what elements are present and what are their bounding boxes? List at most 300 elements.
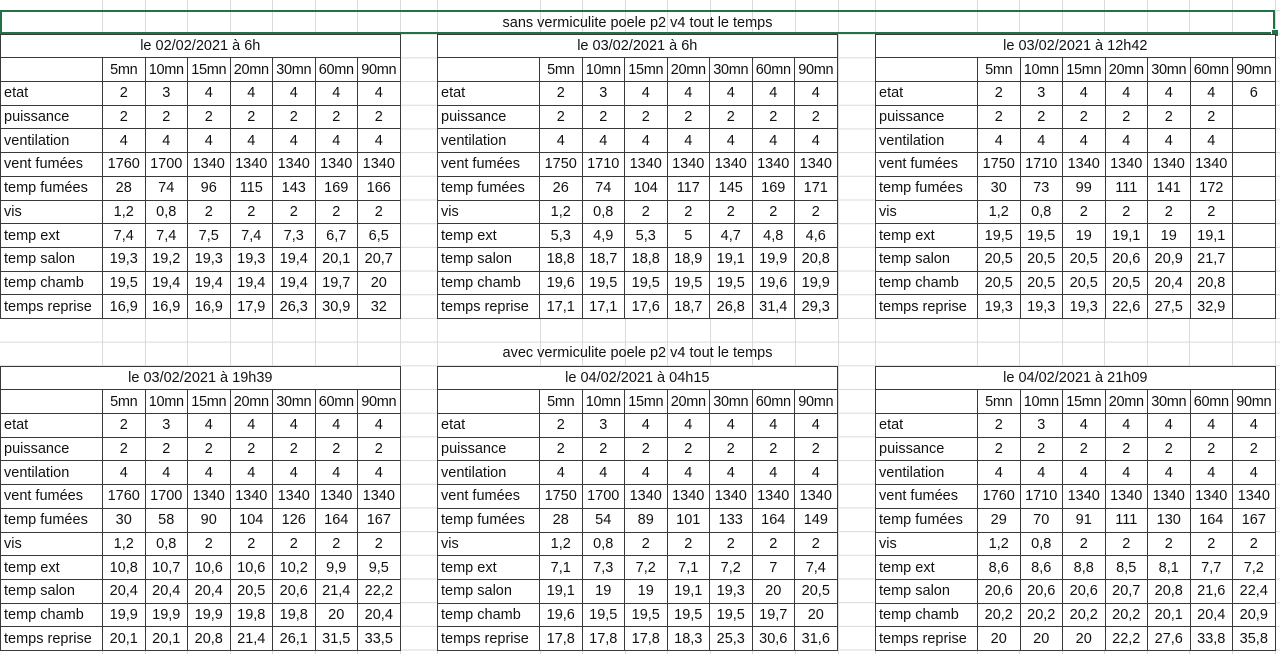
value-cell[interactable]: 32 [358,295,401,319]
row-label-cell[interactable]: temp chamb [876,271,978,295]
column-header-cell[interactable]: 20mn [230,390,273,414]
row-label-cell[interactable]: temp ext [876,556,978,580]
value-cell[interactable]: 4 [358,129,401,153]
column-header-cell[interactable]: 60mn [315,390,358,414]
value-cell[interactable]: 19,3 [103,247,146,271]
row-label-cell[interactable]: vent fumées [1,485,103,509]
value-cell[interactable]: 19,3 [710,579,753,603]
row-label-cell[interactable]: vis [876,200,978,224]
row-label-cell[interactable]: temp salon [438,579,540,603]
value-cell[interactable]: 19,3 [978,295,1021,319]
value-cell[interactable]: 4 [103,129,146,153]
value-cell[interactable]: 35,8 [1233,627,1276,651]
column-header-cell[interactable]: 15mn [1063,390,1106,414]
column-header-cell[interactable]: 5mn [103,58,146,82]
value-cell[interactable]: 1340 [1105,485,1148,509]
value-cell[interactable]: 7,2 [1233,556,1276,580]
row-label-cell[interactable]: etat [438,414,540,438]
value-cell[interactable]: 2 [273,437,316,461]
value-cell[interactable]: 20 [1020,627,1063,651]
value-cell[interactable]: 4 [315,82,358,106]
column-header-cell[interactable]: 20mn [1105,390,1148,414]
value-cell[interactable]: 2 [1148,437,1191,461]
value-cell[interactable]: 20,6 [978,579,1021,603]
value-cell[interactable]: 20,8 [188,627,231,651]
value-cell[interactable]: 2 [795,200,838,224]
value-cell[interactable] [1233,224,1276,248]
value-cell[interactable]: 1,2 [978,200,1021,224]
value-cell[interactable]: 8,5 [1105,556,1148,580]
value-cell[interactable]: 2 [667,200,710,224]
value-cell[interactable]: 20,8 [1148,579,1191,603]
value-cell[interactable]: 4 [625,414,668,438]
value-cell[interactable]: 2 [1105,532,1148,556]
value-cell[interactable]: 4 [1020,129,1063,153]
value-cell[interactable]: 9,5 [358,556,401,580]
value-cell[interactable]: 2 [1063,105,1106,129]
value-cell[interactable]: 2 [1148,200,1191,224]
value-cell[interactable]: 164 [315,508,358,532]
value-cell[interactable]: 17,1 [582,295,625,319]
value-cell[interactable]: 4 [230,129,273,153]
value-cell[interactable]: 4 [1190,129,1233,153]
value-cell[interactable]: 4 [315,414,358,438]
value-cell[interactable]: 8,1 [1148,556,1191,580]
row-label-cell[interactable]: temp chamb [438,603,540,627]
value-cell[interactable]: 111 [1105,508,1148,532]
column-header-cell[interactable]: 90mn [1233,58,1276,82]
value-cell[interactable]: 74 [582,176,625,200]
row-label-cell[interactable]: etat [1,82,103,106]
value-cell[interactable]: 1340 [1190,153,1233,177]
value-cell[interactable]: 2 [978,414,1021,438]
value-cell[interactable]: 20,1 [145,627,188,651]
column-header-cell[interactable]: 90mn [795,58,838,82]
value-cell[interactable]: 1340 [1233,485,1276,509]
value-cell[interactable]: 8,6 [978,556,1021,580]
value-cell[interactable]: 31,4 [752,295,795,319]
table-date-header[interactable]: le 02/02/2021 à 6h [1,34,401,58]
value-cell[interactable]: 1340 [1190,485,1233,509]
value-cell[interactable] [1233,176,1276,200]
value-cell[interactable]: 20,1 [103,627,146,651]
value-cell[interactable]: 27,5 [1148,295,1191,319]
value-cell[interactable]: 4 [315,129,358,153]
value-cell[interactable]: 22,4 [1233,579,1276,603]
value-cell[interactable]: 19,5 [710,603,753,627]
row-label-cell[interactable]: temps reprise [438,627,540,651]
value-cell[interactable]: 21,7 [1190,247,1233,271]
value-cell[interactable]: 2 [1233,532,1276,556]
value-cell[interactable]: 4 [582,461,625,485]
value-cell[interactable]: 74 [145,176,188,200]
value-cell[interactable]: 17,8 [625,627,668,651]
column-header-cell[interactable]: 30mn [710,58,753,82]
row-label-cell[interactable]: puissance [876,105,978,129]
value-cell[interactable]: 4 [1105,129,1148,153]
value-cell[interactable]: 1340 [358,153,401,177]
value-cell[interactable]: 2 [710,437,753,461]
value-cell[interactable]: 4 [795,82,838,106]
value-cell[interactable]: 5 [667,224,710,248]
value-cell[interactable]: 99 [1063,176,1106,200]
value-cell[interactable]: 4 [625,129,668,153]
value-cell[interactable]: 4 [1105,414,1148,438]
value-cell[interactable]: 2 [1020,437,1063,461]
value-cell[interactable]: 2 [1105,200,1148,224]
value-cell[interactable]: 20 [1063,627,1106,651]
value-cell[interactable]: 6,7 [315,224,358,248]
value-cell[interactable]: 19,1 [1190,224,1233,248]
value-cell[interactable]: 2 [230,200,273,224]
value-cell[interactable]: 30,9 [315,295,358,319]
value-cell[interactable]: 4 [752,461,795,485]
value-cell[interactable]: 2 [540,437,583,461]
value-cell[interactable]: 4 [273,461,316,485]
value-cell[interactable]: 4 [710,461,753,485]
value-cell[interactable]: 3 [145,414,188,438]
row-label-cell[interactable]: vent fumées [438,485,540,509]
value-cell[interactable]: 2 [188,437,231,461]
value-cell[interactable]: 2 [540,105,583,129]
value-cell[interactable]: 104 [230,508,273,532]
row-label-cell[interactable]: vent fumées [438,153,540,177]
value-cell[interactable]: 4 [710,82,753,106]
column-header-cell[interactable]: 15mn [625,390,668,414]
value-cell[interactable]: 2 [145,437,188,461]
value-cell[interactable]: 19,7 [752,603,795,627]
value-cell[interactable]: 115 [230,176,273,200]
row-label-cell[interactable]: temps reprise [1,295,103,319]
value-cell[interactable]: 19,3 [1020,295,1063,319]
value-cell[interactable]: 20,6 [1063,579,1106,603]
value-cell[interactable]: 4 [795,129,838,153]
row-label-cell[interactable]: temps reprise [876,295,978,319]
value-cell[interactable]: 4 [273,414,316,438]
value-cell[interactable]: 2 [273,200,316,224]
value-cell[interactable]: 1750 [540,485,583,509]
value-cell[interactable]: 21,4 [315,579,358,603]
value-cell[interactable]: 2 [103,437,146,461]
row-label-cell[interactable]: temp fumées [876,176,978,200]
value-cell[interactable]: 19,9 [188,603,231,627]
row-label-cell[interactable]: vis [438,532,540,556]
column-header-cell[interactable]: 15mn [188,390,231,414]
value-cell[interactable] [1233,200,1276,224]
value-cell[interactable]: 2 [315,200,358,224]
value-cell[interactable]: 4,7 [710,224,753,248]
value-cell[interactable]: 2 [358,105,401,129]
value-cell[interactable]: 20,2 [1105,603,1148,627]
value-cell[interactable]: 2 [582,437,625,461]
value-cell[interactable]: 1340 [1063,153,1106,177]
value-cell[interactable]: 19 [1063,224,1106,248]
column-header-cell[interactable]: 30mn [1148,58,1191,82]
value-cell[interactable]: 4 [667,82,710,106]
value-cell[interactable]: 19,9 [795,271,838,295]
value-cell[interactable]: 1700 [145,153,188,177]
value-cell[interactable]: 2 [1190,105,1233,129]
value-cell[interactable]: 2 [752,437,795,461]
row-label-cell[interactable]: temp fumées [1,508,103,532]
value-cell[interactable]: 1340 [710,153,753,177]
value-cell[interactable]: 7,7 [1190,556,1233,580]
value-cell[interactable]: 111 [1105,176,1148,200]
value-cell[interactable]: 1340 [1063,485,1106,509]
row-label-cell[interactable]: temp chamb [876,603,978,627]
row-label-cell[interactable]: temp salon [438,247,540,271]
value-cell[interactable]: 10,6 [230,556,273,580]
column-header-cell[interactable]: 10mn [1020,58,1063,82]
value-cell[interactable]: 17,1 [540,295,583,319]
value-cell[interactable]: 2 [1063,437,1106,461]
value-cell[interactable]: 18,8 [540,247,583,271]
value-cell[interactable]: 133 [710,508,753,532]
value-cell[interactable]: 4 [795,461,838,485]
column-header-cell[interactable]: 60mn [752,390,795,414]
value-cell[interactable]: 0,8 [582,200,625,224]
value-cell[interactable]: 4 [358,414,401,438]
value-cell[interactable]: 20 [752,579,795,603]
value-cell[interactable]: 0,8 [145,200,188,224]
value-cell[interactable]: 4 [1063,461,1106,485]
value-cell[interactable]: 2 [795,437,838,461]
value-cell[interactable]: 19,3 [230,247,273,271]
column-header-cell[interactable]: 90mn [358,390,401,414]
value-cell[interactable]: 0,8 [1020,200,1063,224]
value-cell[interactable]: 96 [188,176,231,200]
row-label-cell[interactable]: temps reprise [438,295,540,319]
empty-cell[interactable] [1,390,103,414]
value-cell[interactable]: 2 [1233,437,1276,461]
value-cell[interactable]: 4 [188,461,231,485]
value-cell[interactable]: 10,7 [145,556,188,580]
value-cell[interactable]: 20,2 [1063,603,1106,627]
value-cell[interactable]: 2 [540,82,583,106]
value-cell[interactable]: 4 [273,129,316,153]
value-cell[interactable]: 104 [625,176,668,200]
value-cell[interactable]: 1,2 [540,532,583,556]
value-cell[interactable]: 101 [667,508,710,532]
row-label-cell[interactable]: temp chamb [1,271,103,295]
row-label-cell[interactable]: vis [1,532,103,556]
value-cell[interactable]: 20,4 [1190,603,1233,627]
value-cell[interactable]: 1340 [315,153,358,177]
value-cell[interactable]: 4 [710,129,753,153]
value-cell[interactable] [1233,247,1276,271]
value-cell[interactable]: 1700 [582,485,625,509]
row-label-cell[interactable]: ventilation [1,129,103,153]
value-cell[interactable]: 19,4 [188,271,231,295]
value-cell[interactable]: 19,6 [540,271,583,295]
value-cell[interactable]: 2 [230,532,273,556]
value-cell[interactable]: 22,2 [1105,627,1148,651]
value-cell[interactable]: 2 [667,437,710,461]
value-cell[interactable]: 4 [752,129,795,153]
value-cell[interactable]: 7,5 [188,224,231,248]
value-cell[interactable]: 2 [315,437,358,461]
value-cell[interactable]: 26,3 [273,295,316,319]
column-header-cell[interactable]: 20mn [667,390,710,414]
value-cell[interactable]: 2 [1105,105,1148,129]
value-cell[interactable]: 22,6 [1105,295,1148,319]
value-cell[interactable]: 1340 [188,153,231,177]
value-cell[interactable]: 18,9 [667,247,710,271]
table-date-header[interactable]: le 03/02/2021 à 12h42 [876,34,1276,58]
row-label-cell[interactable]: ventilation [876,129,978,153]
value-cell[interactable]: 4 [315,461,358,485]
value-cell[interactable]: 70 [1020,508,1063,532]
value-cell[interactable]: 2 [582,105,625,129]
value-cell[interactable]: 19,5 [103,271,146,295]
value-cell[interactable]: 30 [978,176,1021,200]
value-cell[interactable]: 20,2 [978,603,1021,627]
value-cell[interactable]: 4 [103,461,146,485]
value-cell[interactable]: 2 [710,200,753,224]
value-cell[interactable]: 1,2 [540,200,583,224]
column-header-cell[interactable]: 5mn [978,390,1021,414]
value-cell[interactable]: 4 [358,461,401,485]
row-label-cell[interactable]: etat [1,414,103,438]
value-cell[interactable]: 8,6 [1020,556,1063,580]
value-cell[interactable]: 20,4 [358,603,401,627]
row-label-cell[interactable]: etat [876,414,978,438]
value-cell[interactable]: 4 [795,414,838,438]
value-cell[interactable]: 4 [1148,129,1191,153]
row-label-cell[interactable]: temp salon [876,247,978,271]
value-cell[interactable]: 9,9 [315,556,358,580]
value-cell[interactable]: 2 [540,414,583,438]
value-cell[interactable] [1233,295,1276,319]
value-cell[interactable]: 0,8 [1020,532,1063,556]
value-cell[interactable]: 20,6 [273,579,316,603]
value-cell[interactable]: 2 [1063,532,1106,556]
value-cell[interactable]: 3 [582,414,625,438]
value-cell[interactable]: 20,5 [1063,271,1106,295]
value-cell[interactable]: 22,2 [358,579,401,603]
value-cell[interactable]: 19,8 [230,603,273,627]
value-cell[interactable]: 3 [1020,414,1063,438]
value-cell[interactable]: 6 [1233,82,1276,106]
value-cell[interactable]: 19,1 [540,579,583,603]
value-cell[interactable]: 32,9 [1190,295,1233,319]
value-cell[interactable]: 2 [795,105,838,129]
value-cell[interactable]: 2 [625,437,668,461]
value-cell[interactable]: 33,8 [1190,627,1233,651]
value-cell[interactable]: 2 [978,82,1021,106]
value-cell[interactable]: 4 [1190,461,1233,485]
column-header-cell[interactable]: 90mn [358,58,401,82]
value-cell[interactable]: 4 [1063,129,1106,153]
value-cell[interactable]: 19,3 [188,247,231,271]
column-header-cell[interactable]: 60mn [1190,58,1233,82]
value-cell[interactable]: 26,8 [710,295,753,319]
value-cell[interactable]: 166 [358,176,401,200]
value-cell[interactable]: 172 [1190,176,1233,200]
value-cell[interactable]: 1340 [795,153,838,177]
value-cell[interactable]: 2 [103,414,146,438]
row-label-cell[interactable]: vent fumées [876,485,978,509]
value-cell[interactable]: 16,9 [145,295,188,319]
column-header-cell[interactable]: 20mn [1105,58,1148,82]
value-cell[interactable]: 4,6 [795,224,838,248]
value-cell[interactable]: 25,3 [710,627,753,651]
column-header-cell[interactable]: 30mn [273,390,316,414]
value-cell[interactable]: 2 [1148,532,1191,556]
column-header-cell[interactable]: 5mn [540,58,583,82]
value-cell[interactable]: 1340 [273,485,316,509]
row-label-cell[interactable]: temp salon [876,579,978,603]
value-cell[interactable]: 4 [1148,414,1191,438]
value-cell[interactable]: 2 [1063,200,1106,224]
row-label-cell[interactable]: ventilation [876,461,978,485]
value-cell[interactable]: 17,9 [230,295,273,319]
value-cell[interactable]: 2 [625,105,668,129]
value-cell[interactable]: 19,3 [1063,295,1106,319]
row-label-cell[interactable]: puissance [438,105,540,129]
value-cell[interactable]: 19,4 [273,271,316,295]
value-cell[interactable]: 19,7 [315,271,358,295]
value-cell[interactable]: 7,3 [273,224,316,248]
value-cell[interactable]: 2 [752,105,795,129]
value-cell[interactable]: 4 [188,129,231,153]
value-cell[interactable]: 4 [752,82,795,106]
value-cell[interactable]: 4 [1063,82,1106,106]
column-header-cell[interactable]: 20mn [230,58,273,82]
value-cell[interactable]: 90 [188,508,231,532]
value-cell[interactable]: 6,5 [358,224,401,248]
value-cell[interactable]: 31,6 [795,627,838,651]
value-cell[interactable]: 169 [752,176,795,200]
value-cell[interactable]: 4 [273,82,316,106]
value-cell[interactable]: 4 [1190,82,1233,106]
value-cell[interactable]: 19,4 [230,271,273,295]
value-cell[interactable]: 169 [315,176,358,200]
value-cell[interactable]: 2 [1148,105,1191,129]
value-cell[interactable]: 4 [625,461,668,485]
table-date-header[interactable]: le 04/02/2021 à 21h09 [876,366,1276,390]
column-header-cell[interactable]: 60mn [315,58,358,82]
value-cell[interactable]: 19,6 [752,271,795,295]
value-cell[interactable]: 4 [1233,461,1276,485]
row-label-cell[interactable]: temp fumées [876,508,978,532]
row-label-cell[interactable]: etat [438,82,540,106]
value-cell[interactable]: 19,5 [582,271,625,295]
column-header-cell[interactable]: 30mn [273,58,316,82]
value-cell[interactable]: 1700 [145,485,188,509]
value-cell[interactable]: 1340 [230,153,273,177]
value-cell[interactable]: 4 [1105,461,1148,485]
row-label-cell[interactable]: puissance [1,105,103,129]
value-cell[interactable]: 20,5 [978,247,1021,271]
value-cell[interactable]: 2 [710,105,753,129]
value-cell[interactable]: 20,9 [1233,603,1276,627]
value-cell[interactable]: 7,4 [230,224,273,248]
value-cell[interactable]: 20,5 [1020,247,1063,271]
value-cell[interactable]: 143 [273,176,316,200]
value-cell[interactable]: 4 [625,82,668,106]
column-header-cell[interactable]: 90mn [795,390,838,414]
value-cell[interactable]: 4 [1233,414,1276,438]
value-cell[interactable]: 4 [1063,414,1106,438]
value-cell[interactable]: 2 [315,532,358,556]
value-cell[interactable]: 20,7 [1105,579,1148,603]
value-cell[interactable]: 73 [1020,176,1063,200]
value-cell[interactable]: 20,1 [315,247,358,271]
value-cell[interactable]: 19,1 [667,579,710,603]
value-cell[interactable]: 5,3 [540,224,583,248]
value-cell[interactable]: 149 [795,508,838,532]
